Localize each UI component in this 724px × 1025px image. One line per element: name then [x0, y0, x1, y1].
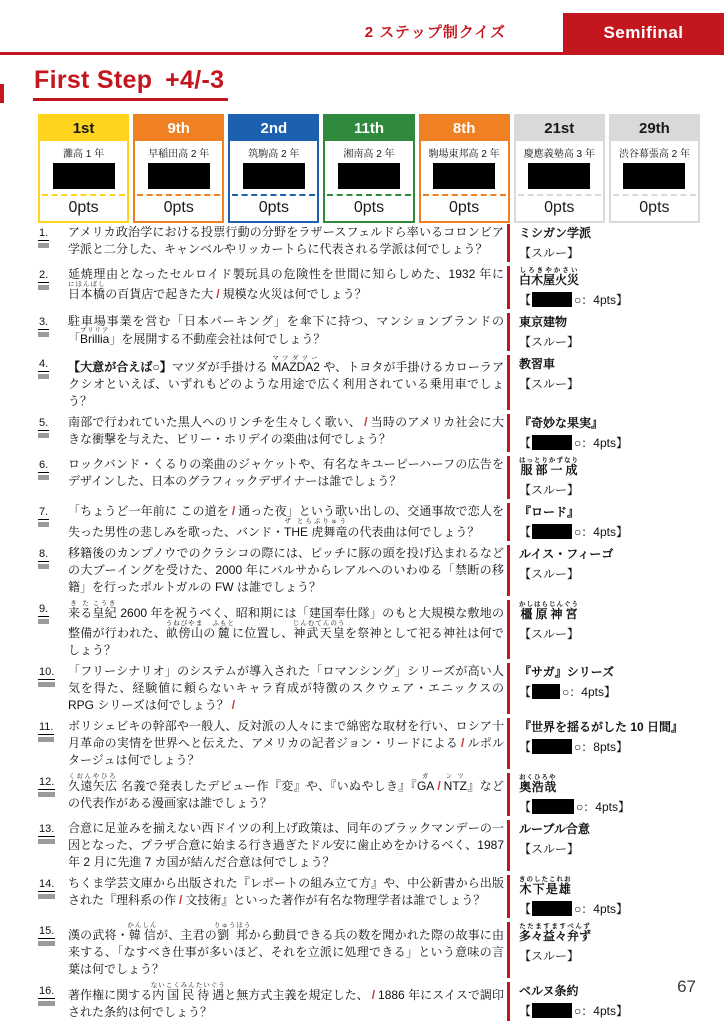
- text-segment: ボリシェビキの幹部や一般人、反対派の人々にまで綿密な取材を行い、ロシア十月革命の実情を世界へと伝えた、アメリカの記者ジョン・リードによる: [68, 719, 504, 750]
- question-row: [38, 600, 702, 659]
- text-segment: 延焼理由となったセルロイド製玩具の危険性を世間に知らしめた、1932 年に: [68, 267, 504, 281]
- question-text: [68, 503, 504, 541]
- question-number: [38, 414, 68, 452]
- question-row: [38, 773, 702, 816]
- question-row: [38, 224, 702, 262]
- text-segment: 合意に足並みを揃えない西ドイツの利上げ政策は、同年のブラックマンデーの一因となった、プラザ合意に始まる行き過ぎたドル安に歯止めをかけるべく、1987 年 2 月に先進 7 カ国が結んだ合意は何でしょう？: [68, 821, 504, 869]
- question-number-text: 7.: [39, 506, 49, 518]
- rank-label: 29th: [611, 116, 698, 141]
- question-row: [38, 503, 702, 541]
- points-label: 0pts: [449, 199, 480, 216]
- answer-text: [519, 719, 702, 735]
- reading-slash-mark: /: [231, 698, 236, 712]
- school-label: 湘南高 2 年: [343, 149, 395, 160]
- answer-text: [519, 546, 702, 562]
- rank-label: 2nd: [230, 116, 317, 141]
- redacted-number-bar: [38, 433, 49, 438]
- text-segment: 『世界を揺るがした 10 日間』: [519, 720, 684, 734]
- ruby-text: 久遠矢広くおんやひろ: [68, 773, 118, 793]
- ruby-text: 畝傍山うねびやま: [165, 620, 204, 640]
- question-text: [68, 875, 504, 918]
- question-row: [38, 313, 702, 351]
- redacted-answerer-name: [532, 435, 572, 450]
- result-points: ○：4pts】: [574, 525, 628, 539]
- redacted-number-bar: [38, 564, 49, 569]
- text-segment: ベルヌ条約: [519, 984, 579, 998]
- text-segment: 当時のアメリカ社会に大きな衝撃を与えた、ビリー・ホリデイの楽曲は何でしょう？: [68, 415, 504, 446]
- question-number-text: 9.: [39, 603, 49, 615]
- result-bracket-open: 【: [519, 293, 532, 307]
- question-number: [38, 600, 68, 659]
- text-segment: 2600 年を祝うべく、昭和期には「建国奉仕隊」のもと大規模な敷地の整備が行われた、: [68, 606, 504, 640]
- answer-result: [519, 435, 702, 451]
- question-number-text: 6.: [39, 459, 49, 471]
- question-number: [38, 820, 68, 871]
- result-bracket-open: 【: [519, 436, 532, 450]
- question-row: [38, 922, 702, 978]
- question-text: [68, 820, 504, 871]
- question-row: [38, 875, 702, 918]
- answer-block: [507, 355, 702, 410]
- question-row: [38, 355, 702, 410]
- ruby-text: 服部一成はっとりかずなり: [519, 457, 579, 477]
- question-number-text: 8.: [39, 548, 49, 560]
- round-badge: Semifinal: [563, 13, 724, 52]
- question-text: [68, 773, 504, 816]
- question-number-wrap: [38, 776, 55, 797]
- answer-block: [507, 718, 702, 769]
- question-number: [38, 982, 68, 1021]
- school-label: 灘高 1 年: [63, 149, 105, 160]
- question-text: [68, 456, 504, 499]
- redacted-answerer-name: [532, 799, 574, 814]
- answer-result: [519, 684, 702, 700]
- answer-result: 【スルー】: [519, 567, 580, 581]
- text-segment: 【大意が合えば○】: [68, 360, 172, 374]
- left-margin-mark: [0, 84, 4, 103]
- school-label: 早稲田高 2 年: [148, 149, 210, 160]
- page-title: First Step +4/-3: [33, 66, 228, 101]
- answer-block: [507, 224, 702, 262]
- contestant-card: [323, 114, 414, 223]
- ruby-text: 多々益々弁ずたたますますべんず: [519, 923, 592, 943]
- result-bracket-open: 【: [519, 800, 532, 814]
- ruby-text: THE 虎舞竜ザ とらぶりゅう: [284, 518, 348, 539]
- ruby-text: 日本橋にほんばし: [68, 281, 106, 301]
- question-number-wrap: [38, 985, 55, 1006]
- reading-slash-mark: /: [460, 736, 465, 750]
- text-segment: の代表曲は何でしょう？: [347, 525, 480, 539]
- ruby-text: 内国民待遇ないこくみんたいぐう: [150, 982, 226, 1002]
- answer-block: [507, 820, 702, 871]
- text-segment: 」を展開する不動産会社は何でしょう？: [109, 332, 326, 346]
- result-points: ○：4pts】: [574, 902, 628, 916]
- redacted-number-bar: [38, 941, 55, 946]
- text-segment: 『奇妙な果実』: [519, 416, 604, 430]
- question-number-wrap: [38, 823, 55, 844]
- question-row: [38, 414, 702, 452]
- ruby-text: 麓ふもと: [212, 620, 235, 640]
- text-segment: に位置し、: [231, 626, 294, 640]
- result-bracket-open: 【: [519, 902, 532, 916]
- question-row: [38, 820, 702, 871]
- text-segment: から動員できる兵の数を聞かれた際の故事に由来する、「なすべき仕事が多いほど、それを立派に処理できる」という意味の言葉は何でしょう？: [68, 928, 504, 976]
- redacted-contestant-name: [338, 163, 400, 189]
- result-bracket-open: 【: [519, 525, 532, 539]
- result-bracket-open: 【: [519, 1004, 532, 1018]
- text-segment: 漢の武将・: [68, 928, 129, 942]
- question-row: [38, 456, 702, 499]
- redacted-answerer-name: [532, 1003, 572, 1018]
- text-segment: ロックバンド・くるりの楽曲のジャケットや、有名なキユーピーハーフの広告をデザインした、日本のグラフィックデザイナーは誰でしょう？: [68, 457, 504, 488]
- school-label: 渋谷幕張高 2 年: [618, 149, 690, 160]
- result-points: ○：4pts】: [574, 293, 628, 307]
- question-number: [38, 875, 68, 918]
- text-segment: 移籍後のカンプノウでのクラシコの際には、ピッチに豚の頭を投げ込まれるなどの大ブーイングを受けた、2000 年にバルサからレアルへのいわゆる「禁断の移籍」を行ったポルトガルの FW は誰でしょう？: [68, 546, 504, 594]
- text-segment: 『サガ』シリーズ: [519, 665, 615, 679]
- text-segment: の: [202, 626, 216, 640]
- ruby-text: GAガ: [416, 773, 435, 793]
- answer-result: 【スルー】: [519, 842, 580, 856]
- text-segment: 通った夜」という歌い出しの、交通事故で恋人を失った男性の悲しみを歌った、バンド・: [68, 504, 504, 539]
- answer-result: 【スルー】: [519, 377, 580, 391]
- result-points: ○：8pts】: [574, 740, 628, 754]
- answer-block: [507, 982, 702, 1021]
- redacted-number-bar: [38, 522, 49, 527]
- text-segment: と無方式主義を規定した、: [224, 988, 369, 1002]
- redacted-number-bar: [38, 682, 55, 687]
- question-number: [38, 456, 68, 499]
- points-label: 0pts: [544, 199, 575, 216]
- answer-block: [507, 503, 702, 541]
- ruby-text: 韓信かんしん: [127, 922, 158, 942]
- answer-result: [519, 739, 702, 755]
- question-number-text: 13.: [39, 823, 55, 835]
- question-text: [68, 663, 504, 714]
- answer-block: [507, 456, 702, 499]
- question-number-wrap: [38, 548, 49, 569]
- question-text: [68, 982, 504, 1021]
- question-number-text: 11.: [39, 721, 54, 733]
- quiz-format-label: 2 ステップ制クイズ: [364, 24, 506, 41]
- text-segment: ミシガン学派: [519, 226, 592, 240]
- points-label: 0pts: [639, 199, 670, 216]
- text-segment: 名義で発表したデビュー作『変』や、『いぬやしき』『: [117, 779, 417, 793]
- answer-block: [507, 663, 702, 714]
- question-number-text: 16.: [39, 985, 55, 997]
- redacted-answerer-name: [532, 524, 572, 539]
- text-segment: 「フリーシナリオ」のシステムが導入された「ロマンシング」シリーズが高い人気を得た、経験値に頼らないキャラ育成が特徴のスクウェア・エニックスの RPG シリーズは何でしょう？: [68, 664, 504, 712]
- redacted-answerer-name: [532, 292, 572, 307]
- text-segment: ルーブル合意: [519, 822, 590, 836]
- answer-block: [507, 773, 702, 816]
- answer-text: [519, 225, 702, 241]
- redacted-contestant-name: [528, 163, 590, 189]
- answer-block: [507, 922, 702, 978]
- question-number-text: 10.: [39, 666, 55, 678]
- rank-label: 9th: [135, 116, 222, 141]
- question-number-wrap: [38, 878, 55, 899]
- question-number: [38, 663, 68, 714]
- question-text: [68, 414, 504, 452]
- ruby-text: Brilliaブリリア: [79, 327, 110, 346]
- question-number-wrap: [38, 269, 49, 290]
- ruby-text: 劉邦りゅうほう: [213, 922, 252, 942]
- text-segment: ルポルタージュは何でしょう？: [68, 736, 504, 767]
- rank-label: 1st: [40, 116, 127, 141]
- question-number: [38, 266, 68, 309]
- ruby-text: 橿原神宮かしはらじんぐう: [519, 601, 579, 621]
- answer-result: 【スルー】: [519, 483, 580, 497]
- answer-result: 【スルー】: [519, 335, 580, 349]
- contestant-card: [133, 114, 224, 223]
- question-row: [38, 545, 702, 596]
- ruby-text: 皇紀こうき: [92, 600, 117, 620]
- question-number-text: 2.: [39, 269, 49, 281]
- question-number-wrap: [38, 603, 49, 624]
- text-segment: 文技術』といった著作が有名な物理学者は誰でしょう？: [185, 893, 486, 907]
- redacted-answerer-name: [532, 684, 560, 699]
- text-segment: マツダが手掛ける: [171, 360, 272, 374]
- question-text: [68, 545, 504, 596]
- redacted-contestant-name: [243, 163, 305, 189]
- redacted-answerer-name: [532, 739, 572, 754]
- redacted-contestant-name: [623, 163, 685, 189]
- answer-text: [519, 504, 702, 520]
- question-number-wrap: [38, 316, 49, 337]
- ruby-text: MAZDA2マツダツー: [271, 355, 320, 374]
- contestant-card: [609, 114, 700, 223]
- question-number: [38, 355, 68, 410]
- text-segment: 』などの代表作がある漫画家は誰でしょう？: [68, 779, 504, 810]
- contestant-card: [38, 114, 129, 223]
- question-row: [38, 266, 702, 309]
- redacted-number-bar: [38, 619, 49, 624]
- rank-label: 8th: [421, 116, 508, 141]
- question-number: [38, 922, 68, 978]
- question-number-text: 14.: [39, 878, 55, 890]
- question-number: [38, 224, 68, 262]
- text-segment: 「ちょうど一年前に この道を: [68, 504, 229, 518]
- text-segment: 駐車場事業を営む「日本パーキング」を傘下に持つ、マンションブランドの「: [68, 314, 504, 346]
- ruby-text: 白木屋火災しろきやかさい: [519, 267, 580, 287]
- ruby-text: NTZンツ: [443, 773, 467, 793]
- answer-block: [507, 313, 702, 351]
- question-text: [68, 313, 504, 351]
- text-segment: ちくま学芸文庫から出版された『レポートの組み立て方』や、中公新書から出版された『理科系の作: [68, 876, 504, 907]
- question-number-text: 1.: [39, 227, 49, 239]
- text-segment: が、主君の: [155, 928, 217, 942]
- answer-text: [519, 267, 702, 288]
- rank-label: 21st: [516, 116, 603, 141]
- reading-slash-mark: /: [437, 779, 441, 793]
- answer-result: 【スルー】: [519, 246, 580, 260]
- reading-slash-mark: /: [216, 287, 220, 301]
- redacted-contestant-name: [53, 163, 115, 189]
- text-segment: 『ロード』: [519, 505, 580, 519]
- question-text: [68, 718, 504, 769]
- answer-text: [519, 923, 702, 944]
- question-text: [68, 224, 504, 262]
- redacted-contestant-name: [433, 163, 495, 189]
- question-number: [38, 503, 68, 541]
- answer-text: [519, 983, 702, 999]
- text-segment: を祭神として祀る神社は何でしょう？: [68, 626, 504, 657]
- text-segment: 規模な火災は何でしょう？: [222, 287, 367, 301]
- result-points: ○：4pts】: [576, 800, 630, 814]
- redacted-number-bar: [38, 894, 55, 899]
- points-label: 0pts: [353, 199, 385, 216]
- answer-text: [519, 664, 702, 680]
- result-bracket-open: 【: [519, 685, 532, 699]
- points-label: 0pts: [68, 199, 99, 216]
- question-row: [38, 982, 702, 1021]
- reading-slash-mark: /: [371, 988, 376, 1002]
- answer-result: [519, 799, 702, 815]
- question-number-wrap: [38, 417, 49, 438]
- answer-block: [507, 545, 702, 596]
- result-bracket-open: 【: [519, 740, 532, 754]
- school-label: 駒場東邦高 2 年: [428, 149, 500, 160]
- rank-label: 11th: [325, 116, 412, 141]
- redacted-number-bar: [38, 1001, 55, 1006]
- question-number-wrap: [38, 506, 49, 527]
- contestant-card: [419, 114, 510, 223]
- school-label: 慶應義塾高 3 年: [523, 149, 595, 160]
- question-number-wrap: [38, 925, 55, 946]
- question-row: [38, 718, 702, 769]
- ruby-text: 来るきた: [68, 600, 93, 620]
- text-segment: 教習車: [519, 357, 556, 371]
- redacted-number-bar: [38, 475, 49, 480]
- question-number-text: 12.: [39, 776, 55, 788]
- answer-block: [507, 600, 702, 659]
- text-segment: 東京建物: [519, 315, 568, 329]
- answer-text: [519, 821, 702, 837]
- redacted-number-bar: [38, 374, 49, 379]
- question-number-text: 3.: [39, 316, 49, 328]
- question-number: [38, 718, 68, 769]
- page-number: 67: [677, 977, 696, 996]
- answer-result: 【スルー】: [519, 627, 580, 641]
- school-label: 筑駒高 2 年: [248, 149, 300, 160]
- answer-result: 【スルー】: [519, 949, 580, 963]
- result-points: ○：4pts】: [574, 1004, 628, 1018]
- answer-result: [519, 292, 702, 308]
- redacted-number-bar: [38, 792, 55, 797]
- result-points: ○：4pts】: [562, 685, 616, 699]
- question-text: [68, 355, 504, 410]
- ruby-text: 神武天皇じんむてんのう: [292, 620, 346, 640]
- redacted-contestant-name: [148, 163, 210, 189]
- redacted-number-bar: [38, 285, 49, 290]
- question-number: [38, 545, 68, 596]
- contestant-card: [228, 114, 319, 223]
- answer-text: [519, 774, 702, 795]
- text-segment: の百貨店で起きた大: [105, 287, 214, 301]
- question-list: [38, 224, 702, 1025]
- answer-result: [519, 1003, 702, 1019]
- answer-text: [519, 601, 702, 622]
- result-points: ○：4pts】: [574, 436, 628, 450]
- points-label: 0pts: [163, 199, 194, 216]
- question-number-wrap: [38, 358, 49, 379]
- question-number-wrap: [38, 227, 49, 248]
- answer-text: [519, 415, 702, 431]
- text-segment: 著作権に関する: [68, 988, 153, 1002]
- answer-text: [519, 876, 702, 897]
- contestant-card: [514, 114, 605, 223]
- ruby-text: 木下是雄きのしたこれお: [519, 876, 572, 896]
- text-segment: 南部で行われていた黒人へのリンチを生々しく歌い、: [68, 415, 362, 429]
- redacted-number-bar: [38, 737, 54, 742]
- question-number-text: 5.: [39, 417, 49, 429]
- ruby-text: 奥浩哉おくひろや: [519, 774, 557, 794]
- question-number: [38, 313, 68, 351]
- question-row: [38, 663, 702, 714]
- question-number-text: 15.: [39, 925, 55, 937]
- redacted-number-bar: [38, 332, 49, 337]
- question-number-text: 4.: [39, 358, 49, 370]
- answer-block: [507, 875, 702, 918]
- question-number-wrap: [38, 666, 55, 687]
- answer-block: [507, 414, 702, 452]
- question-number: [38, 773, 68, 816]
- answer-result: [519, 901, 702, 917]
- redacted-number-bar: [38, 243, 49, 248]
- question-text: [68, 266, 504, 309]
- redacted-number-bar: [38, 839, 55, 844]
- reading-slash-mark: /: [231, 504, 236, 518]
- reading-slash-mark: /: [364, 415, 368, 429]
- scoreboard: [38, 114, 700, 223]
- question-number-wrap: [38, 459, 49, 480]
- answer-text: [519, 356, 702, 372]
- points-label: 0pts: [258, 199, 289, 216]
- question-number-wrap: [38, 721, 54, 742]
- text-segment: アメリカ政治学における投票行動の分野をラザースフェルドら率いるコロンビア学派と二分した、キャンベルやリッカートらに代表される学派は何でしょう？: [68, 225, 504, 256]
- text-segment: や、トヨタが手掛けるカローラアクシオといえば、いずれもどのような用途で広く利用されている乗用車でしょう？: [68, 360, 505, 408]
- answer-block: [507, 266, 702, 309]
- answer-text: [519, 314, 702, 330]
- text-segment: 1886 年にスイスで調印された条約は何でしょう？: [68, 988, 504, 1019]
- header-rule: [0, 52, 724, 55]
- reading-slash-mark: /: [179, 893, 183, 907]
- question-text: [68, 922, 504, 978]
- answer-text: [519, 457, 702, 478]
- redacted-answerer-name: [532, 901, 572, 916]
- question-text: [68, 600, 504, 659]
- answer-result: [519, 524, 702, 540]
- text-segment: ルイス・フィーゴ: [519, 547, 614, 561]
